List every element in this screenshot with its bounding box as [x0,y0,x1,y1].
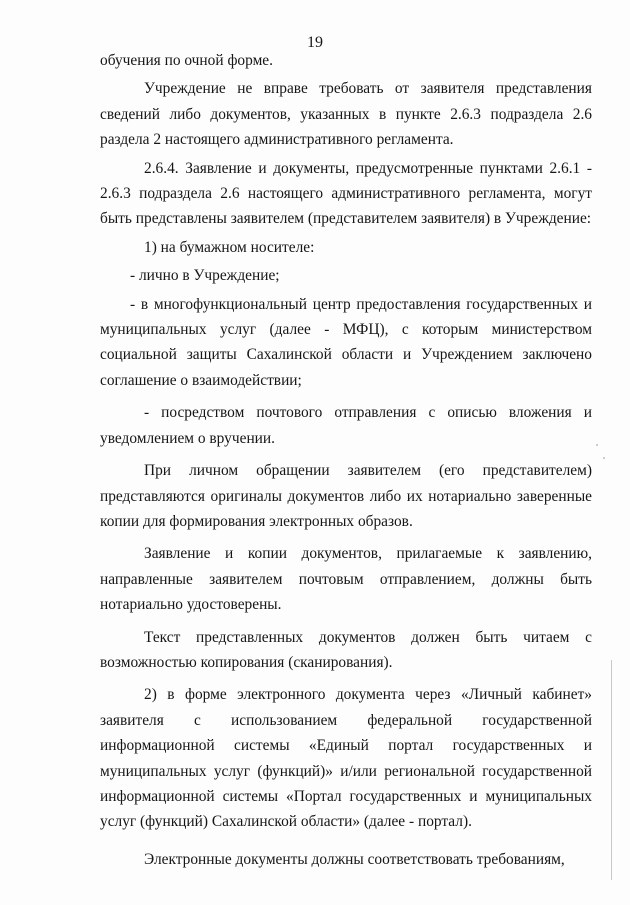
scan-edge-line [611,660,612,880]
document-body [100,48,592,872]
scan-speck [596,444,598,446]
paragraph-electronic-form: 2) в форме электронного документа через «Личный кабинет» заявителя с использованием федеральной государственной информационной системы «Единый портал государственных и муниципальных услуг (функций)» и/или региональной государственной информационной системы «Портал государственных и муниципальных услуг (функций) Сахалинской области» (далее - портал). [100,686,592,831]
scan-speck [603,457,605,459]
paragraph-personal-visit: При личном обращении заявителем (его представителем) представляются оригиналы документов либо их нотариально заверенные копии для формирования электронных образов. [100,462,592,530]
paragraph-in-person: - лично в Учреждение; [130,267,280,285]
paragraph-continuation: обучения по очной форме. [100,52,273,69]
paragraph-paper-medium: 1) на бумажном носителе: [144,238,315,256]
page-number: 19 [307,34,323,51]
paragraph-restriction: Учреждение не вправе требовать от заявителя представления сведений либо документов, указанных в пункте 2.6.3 подраздела 2.6 раздела 2 настоящего административного регламента. [100,80,592,149]
paragraph-readable-text: Текст представленных документов должен быть читаем с возможностью копирования (сканирования). [100,628,592,671]
paragraph-mfc: - в многофункциональный центр предоставления государственных и муниципальных услуг (далее - МФЦ), с которым министерством социальной защиты Сахалинской области и Учреждением заключено соглашение о взаимодействии; [100,295,592,389]
paragraph-postal-copies: Заявление и копии документов, прилагаемые к заявлению, направленные заявителем почтовым отправлением, должны быть нотариально удостоверены. [100,545,592,614]
paragraph-electronic-requirements: Электронные документы должны соответствовать требованиям, [144,850,565,868]
paragraph-post: - посредством почтового отправления с описью вложения и уведомлением о вручении. [100,404,592,447]
paragraph-2-6-4: 2.6.4. Заявление и документы, предусмотренные пунктами 2.6.1 - 2.6.3 подраздела 2.6 настоящего административного регламента, могут быть представлены заявителем (представителем заявителя) в Учреждение: [100,159,592,228]
